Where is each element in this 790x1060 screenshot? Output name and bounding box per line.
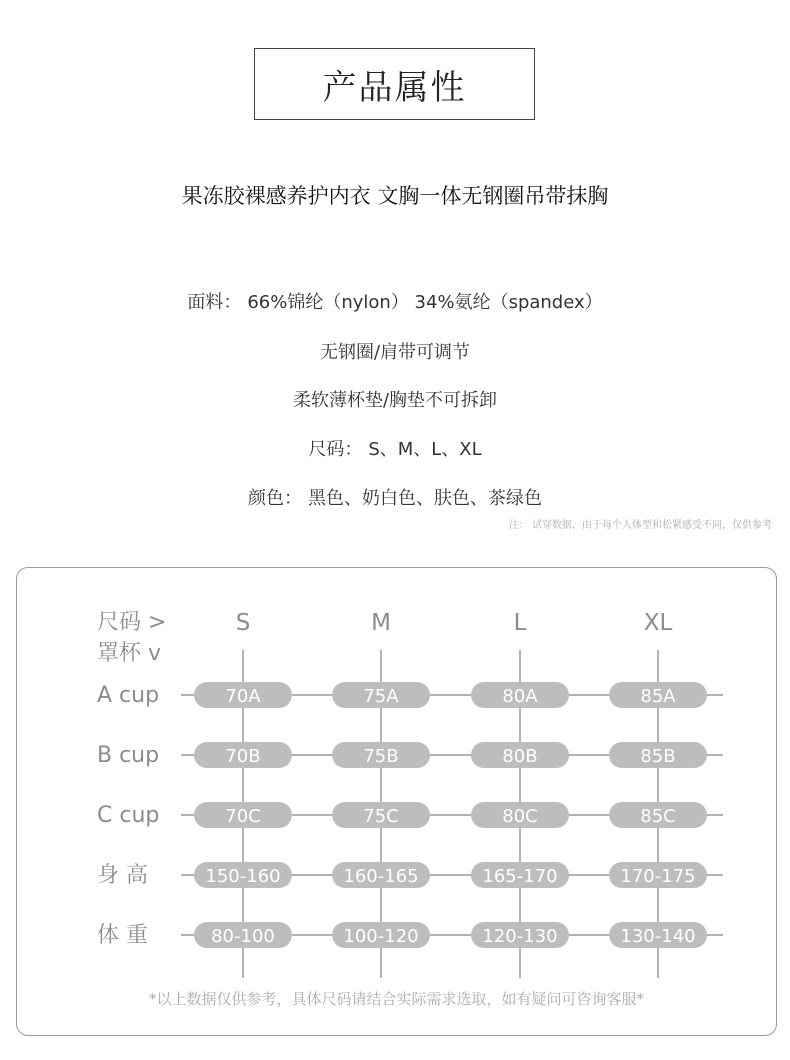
attr-fabric — [0, 288, 790, 314]
size-value: 160-165 — [343, 866, 419, 887]
size-value: 80B — [502, 746, 538, 767]
size-chart-panel — [16, 567, 777, 1036]
attr-underwire — [0, 338, 790, 364]
attr-pad — [0, 386, 790, 412]
column-header-s: S — [235, 610, 251, 636]
size-value: 150-160 — [205, 866, 281, 887]
size-value: 75B — [363, 746, 399, 767]
row-label: A cup — [97, 683, 160, 708]
column-header-l: L — [513, 610, 527, 636]
size-value: 70A — [225, 686, 261, 707]
attr-underwire-value: 无钢圈/肩带可调节 — [319, 342, 471, 363]
attr-color-value: 黑色、奶白色、肤色、茶绿色 — [308, 488, 542, 509]
size-value: 85C — [640, 806, 676, 827]
attr-fabric-label: 面料： — [187, 292, 242, 313]
attr-fabric-value: 66%锦纶（nylon） 34%氨纶（spandex） — [247, 292, 603, 313]
size-value: 100-120 — [343, 926, 419, 947]
column-header-m: M — [371, 610, 391, 636]
row-label: C cup — [97, 803, 160, 828]
size-value: 80A — [502, 686, 538, 707]
size-chart — [17, 568, 775, 1034]
fit-note: 注： 试穿数据，由于每个人体型和松紧感受不同，仅供参考 — [508, 520, 772, 531]
attr-size — [0, 435, 790, 461]
size-value: 170-175 — [620, 866, 696, 887]
row-label: 身 高 — [97, 863, 148, 888]
attr-color-label: 颜色： — [248, 488, 302, 509]
size-value: 75C — [363, 806, 399, 827]
size-value: 130-140 — [620, 926, 696, 947]
corner-size-label: 尺码 > — [97, 610, 167, 635]
size-value: 70B — [225, 746, 261, 767]
size-value: 85B — [640, 746, 676, 767]
size-value: 80C — [502, 806, 538, 827]
attr-size-value: S、M、L、XL — [368, 439, 482, 460]
row-label: 体 重 — [97, 923, 148, 948]
size-value: 120-130 — [482, 926, 558, 947]
corner-cup-label: 罩杯 v — [97, 641, 162, 666]
page-title: 产品属性 — [254, 48, 535, 120]
size-value: 80-100 — [211, 926, 275, 947]
product-name: 果冻胶裸感养护内衣 文胸一体无钢圈吊带抹胸 — [181, 184, 609, 208]
row-label: B cup — [97, 743, 160, 768]
size-value: 85A — [640, 686, 676, 707]
size-value: 165-170 — [482, 866, 558, 887]
attr-size-label: 尺码： — [308, 439, 363, 460]
attr-pad-value: 柔软薄杯垫/胸垫不可拆卸 — [292, 390, 498, 411]
column-header-xl: XL — [643, 610, 673, 636]
size-value: 75A — [363, 686, 399, 707]
attr-color — [0, 484, 790, 510]
footer-note: *以上数据仅供参考，具体尺码请结合实际需求选取，如有疑问可咨询客服* — [148, 990, 644, 1008]
size-value: 70C — [225, 806, 261, 827]
